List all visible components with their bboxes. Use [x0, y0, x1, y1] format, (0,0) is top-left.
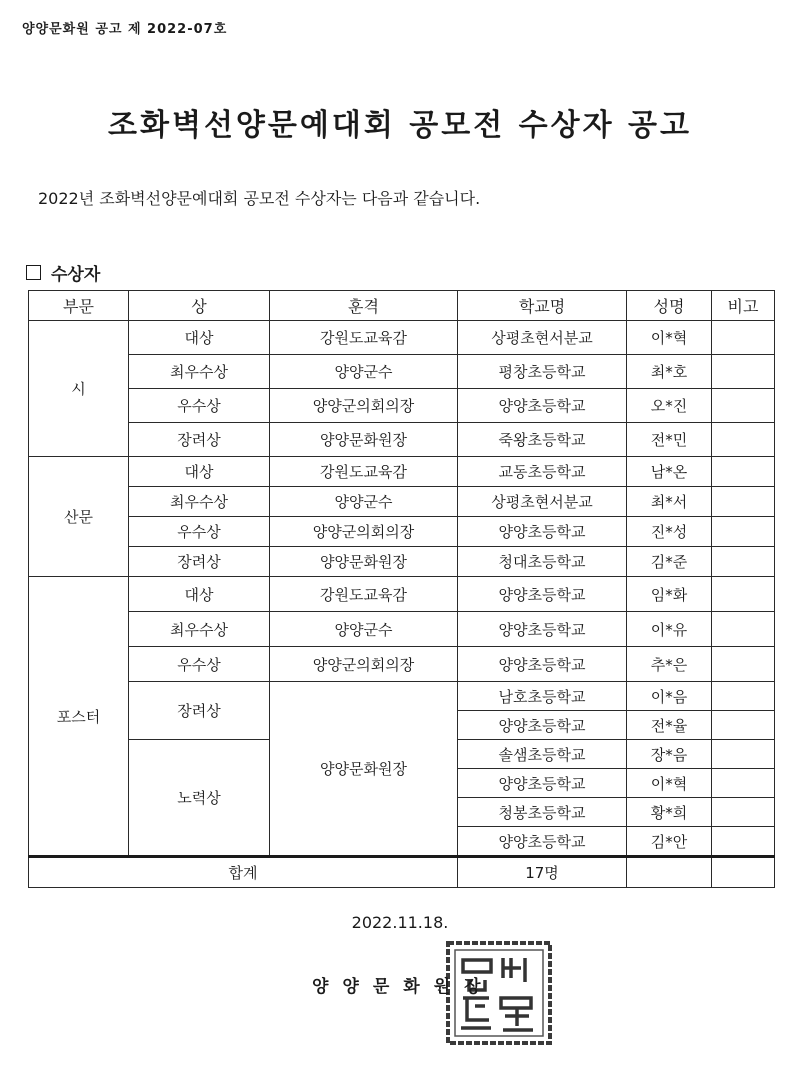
remarks-cell	[712, 577, 775, 612]
prize-cell: 최우수상	[129, 612, 270, 647]
table-row	[29, 457, 775, 487]
school-cell: 교동초등학교	[458, 457, 627, 487]
category-cell: 산문	[29, 457, 129, 577]
title-cell: 양양문화원장	[270, 682, 458, 857]
remarks-cell	[712, 827, 775, 857]
signer-name: 양양문화원장	[312, 977, 495, 997]
table-row	[29, 612, 775, 647]
school-cell: 양양초등학교	[458, 647, 627, 682]
table-row	[29, 547, 775, 577]
remarks-cell	[712, 547, 775, 577]
header-school: 학교명	[458, 291, 627, 321]
title-cell: 양양군수	[270, 487, 458, 517]
prize-cell: 우수상	[129, 647, 270, 682]
table-row	[29, 389, 775, 423]
name-cell: 추*은	[627, 647, 712, 682]
prize-cell: 노력상	[129, 740, 270, 857]
category-cell: 시	[29, 321, 129, 457]
table-row	[29, 423, 775, 457]
remarks-cell	[712, 355, 775, 389]
school-cell: 상평초현서분교	[458, 321, 627, 355]
name-cell: 이*유	[627, 612, 712, 647]
prize-cell: 대상	[129, 577, 270, 612]
issue-date: 2022.11.18.	[351, 913, 449, 932]
table-row	[29, 487, 775, 517]
remarks-cell	[712, 769, 775, 798]
remarks-cell	[712, 647, 775, 682]
notice-number: 양양문화원 공고 제 2022-07호	[22, 22, 228, 37]
name-cell: 황*희	[627, 798, 712, 827]
header-prize: 상	[129, 291, 270, 321]
header-title: 훈격	[270, 291, 458, 321]
prize-cell: 최우수상	[129, 487, 270, 517]
school-cell: 양양초등학교	[458, 827, 627, 857]
school-cell: 죽왕초등학교	[458, 423, 627, 457]
remarks-cell	[712, 487, 775, 517]
title-cell: 양양군수	[270, 355, 458, 389]
table-row	[29, 321, 775, 355]
header-name: 성명	[627, 291, 712, 321]
remarks-cell	[712, 423, 775, 457]
name-cell: 오*진	[627, 389, 712, 423]
table-row	[29, 517, 775, 547]
remarks-cell	[712, 740, 775, 769]
total-value: 17명	[458, 857, 627, 888]
section-heading	[26, 260, 100, 285]
table-row	[29, 577, 775, 612]
school-cell: 양양초등학교	[458, 711, 627, 740]
document-title: 조화벽선양문예대회 공모전 수상자 공고	[108, 108, 692, 143]
total-remarks-cell	[712, 857, 775, 888]
remarks-cell	[712, 457, 775, 487]
table-row	[29, 682, 775, 711]
prize-cell: 최우수상	[129, 355, 270, 389]
prize-cell: 장려상	[129, 547, 270, 577]
school-cell: 양양초등학교	[458, 389, 627, 423]
total-label: 합계	[29, 857, 458, 888]
name-cell: 장*음	[627, 740, 712, 769]
remarks-cell	[712, 682, 775, 711]
table-row	[29, 355, 775, 389]
prize-cell: 대상	[129, 321, 270, 355]
school-cell: 양양초등학교	[458, 577, 627, 612]
prize-cell: 대상	[129, 457, 270, 487]
remarks-cell	[712, 321, 775, 355]
title-cell: 양양군수	[270, 612, 458, 647]
remarks-cell	[712, 517, 775, 547]
title-cell: 강원도교육감	[270, 577, 458, 612]
school-cell: 양양초등학교	[458, 517, 627, 547]
title-cell: 양양군의회의장	[270, 647, 458, 682]
remarks-cell	[712, 798, 775, 827]
title-cell: 양양군의회의장	[270, 389, 458, 423]
table-row	[29, 647, 775, 682]
remarks-cell	[712, 612, 775, 647]
header-remarks: 비고	[712, 291, 775, 321]
title-cell: 양양문화원장	[270, 547, 458, 577]
name-cell: 이*음	[627, 682, 712, 711]
name-cell: 최*호	[627, 355, 712, 389]
checkbox-icon	[26, 265, 41, 280]
header-category: 부문	[29, 291, 129, 321]
section-label: 수상자	[51, 265, 101, 285]
prize-cell: 장려상	[129, 682, 270, 740]
name-cell: 진*성	[627, 517, 712, 547]
table-header-row	[29, 291, 775, 321]
total-row	[29, 857, 775, 888]
name-cell: 전*율	[627, 711, 712, 740]
remarks-cell	[712, 389, 775, 423]
name-cell: 이*혁	[627, 321, 712, 355]
name-cell: 최*서	[627, 487, 712, 517]
school-cell: 청대초등학교	[458, 547, 627, 577]
name-cell: 김*준	[627, 547, 712, 577]
title-cell: 강원도교육감	[270, 321, 458, 355]
intro-text: 2022년 조화벽선양문예대회 공모전 수상자는 다음과 같습니다.	[38, 189, 481, 208]
school-cell: 남호초등학교	[458, 682, 627, 711]
category-cell: 포스터	[29, 577, 129, 857]
name-cell: 남*온	[627, 457, 712, 487]
school-cell: 상평초현서분교	[458, 487, 627, 517]
prize-cell: 우수상	[129, 389, 270, 423]
name-cell: 이*혁	[627, 769, 712, 798]
school-cell: 솔샘초등학교	[458, 740, 627, 769]
remarks-cell	[712, 711, 775, 740]
name-cell: 전*민	[627, 423, 712, 457]
name-cell: 임*화	[627, 577, 712, 612]
name-cell: 김*안	[627, 827, 712, 857]
school-cell: 평창초등학교	[458, 355, 627, 389]
school-cell: 청봉초등학교	[458, 798, 627, 827]
title-cell: 강원도교육감	[270, 457, 458, 487]
total-empty-cell	[627, 857, 712, 888]
school-cell: 양양초등학교	[458, 769, 627, 798]
school-cell: 양양초등학교	[458, 612, 627, 647]
prize-cell: 장려상	[129, 423, 270, 457]
prize-cell: 우수상	[129, 517, 270, 547]
title-cell: 양양문화원장	[270, 423, 458, 457]
awards-table	[28, 290, 775, 888]
title-cell: 양양군의회의장	[270, 517, 458, 547]
